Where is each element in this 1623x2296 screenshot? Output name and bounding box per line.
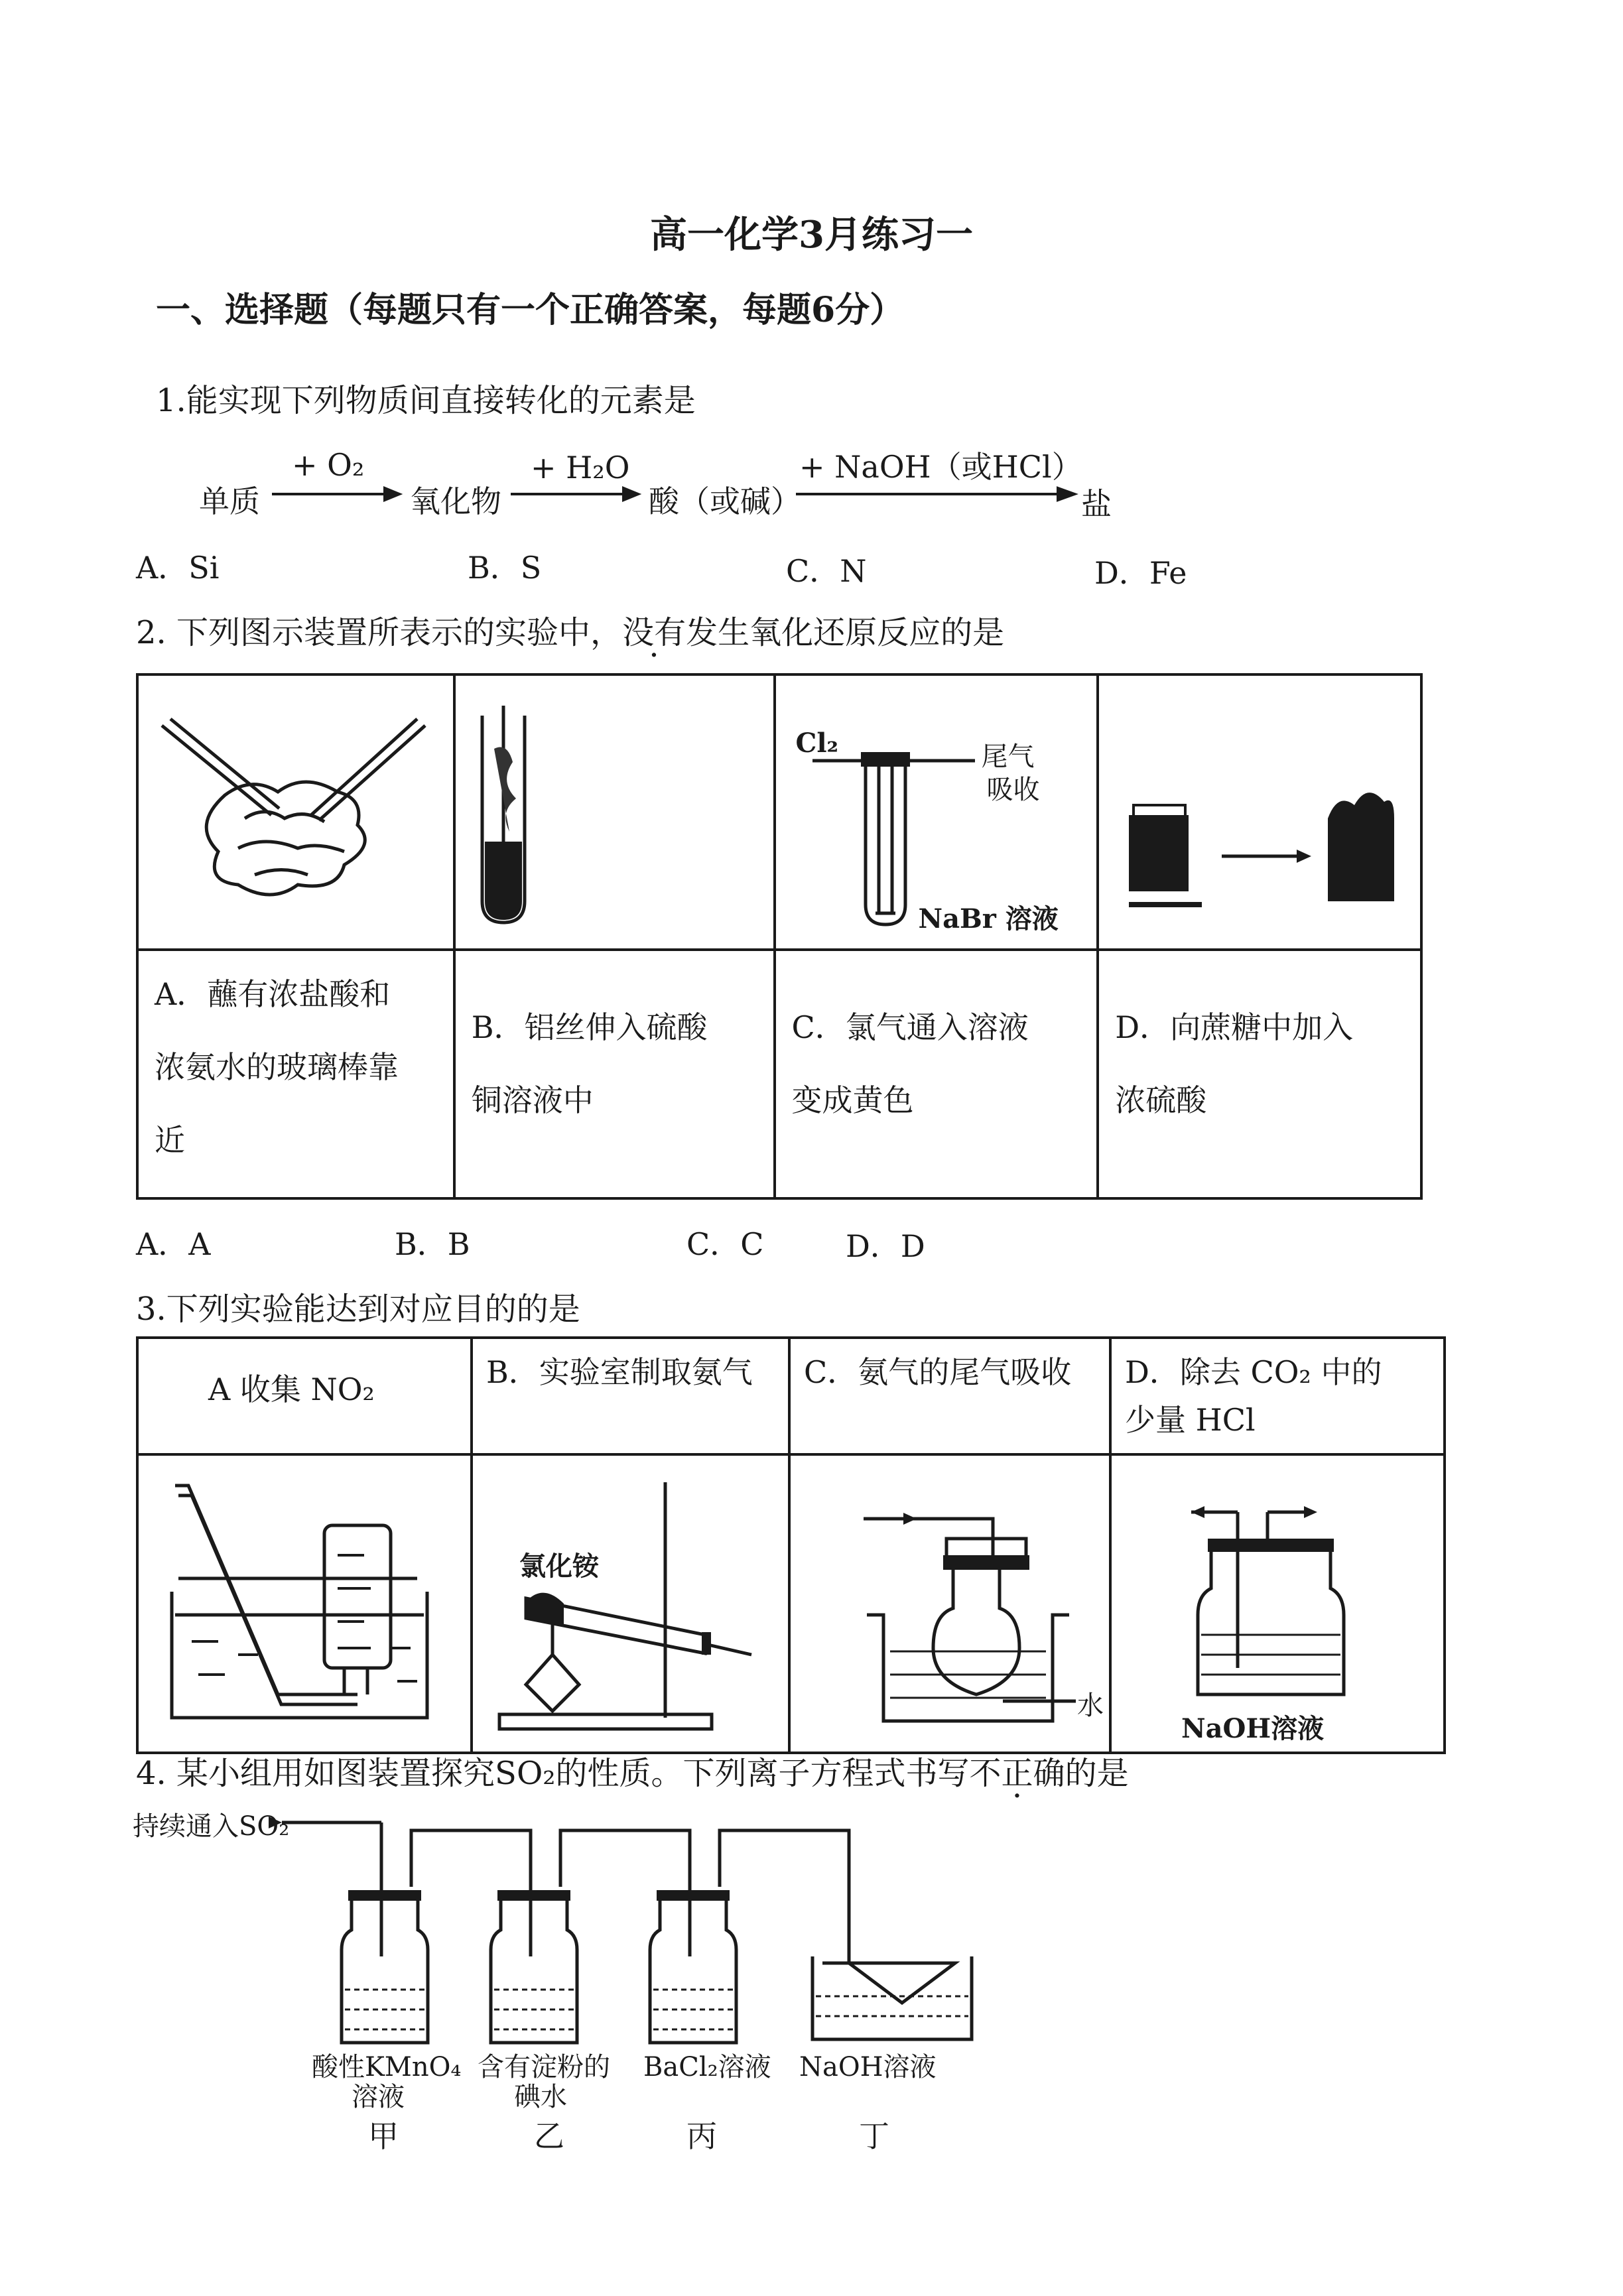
ammonia-absorption-beaker-icon (791, 1456, 1106, 1751)
chain-reagent-1: + O₂ (292, 447, 365, 483)
q4-emphasis: 不正确 (969, 1755, 1065, 1792)
tag-ding: 丁 (859, 2118, 889, 2154)
chain-reagent-3: + NaOH（或HCl） (799, 449, 1082, 485)
q1-conversion-chain (199, 447, 1128, 524)
bottle-bing-label: BaCl₂溶液 (643, 2052, 771, 2082)
bottle-yi-label-1: 含有淀粉的 (478, 2052, 610, 2082)
q2-option-b[interactable]: B．B (395, 1226, 470, 1262)
q3-figure-a (137, 1454, 472, 1753)
q3-header-c: C．氨气的尾气吸收 (789, 1338, 1110, 1454)
nh4cl-label: 氯化铵 (519, 1551, 599, 1582)
q3-figure-c (789, 1454, 1110, 1753)
water-label: 水 (1077, 1690, 1104, 1721)
glass-rods-fumes-icon (139, 676, 450, 944)
q2-cell-c: C．氯气通入溶液 变成黄色 (775, 950, 1098, 1198)
q3-figure-b (472, 1454, 789, 1753)
q3-figure-d (1110, 1454, 1445, 1753)
sucrose-beaker-icon (1099, 676, 1417, 944)
q3-stem: 3.下列实验能达到对应目的的是 (136, 1291, 580, 1328)
gas-washing-bottle-icon (1112, 1456, 1440, 1751)
bottle-yi-label-2: 碘水 (514, 2082, 567, 2112)
tag-jia: 甲 (368, 2118, 399, 2154)
tail-gas-label-2: 吸收 (986, 775, 1040, 805)
q2-cell-a: A．蘸有浓盐酸和 浓氨水的玻璃棒靠 近 (137, 950, 454, 1198)
q2-cell-b: B．铝丝伸入硫酸 铜溶液中 (454, 950, 775, 1198)
tail-gas-label-1: 尾气 (981, 741, 1035, 772)
naoh-solution-label: NaOH溶液 (1181, 1713, 1325, 1744)
q1-option-b[interactable]: B．S (468, 550, 542, 586)
tag-bing: 丙 (686, 2118, 717, 2154)
chain-substance-2: 氧化物 (410, 483, 501, 519)
q4-stem: 4. 某小组用如图装置探究SO₂的性质。下列离子方程式书写不正确的是 (136, 1755, 1129, 1792)
q2-stem: 2. 下列图示装置所表示的实验中，没有发生氧化还原反应的是 (136, 614, 1005, 651)
so2-inlet-label: 持续通入SO₂ (133, 1811, 290, 1842)
q3-header-a: A 收集 NO₂ (137, 1338, 472, 1454)
cl2-label: Cl₂ (795, 728, 839, 759)
q2-figure-b (454, 674, 775, 950)
q4-apparatus (133, 1804, 1028, 2122)
q2-cell-d: D．向蔗糖中加入 浓硫酸 (1098, 950, 1421, 1198)
chain-reagent-2: + H₂O (531, 450, 630, 485)
q3-figure-table (136, 1336, 1446, 1754)
water-trough-collection-icon (139, 1456, 467, 1751)
nabr-solution-label: NaBr 溶液 (918, 903, 1059, 934)
q2-figure-a (137, 674, 454, 950)
q2-option-d[interactable]: D．D (846, 1228, 925, 1264)
section-heading: 一、选择题（每题只有一个正确答案，每题6分） (156, 290, 905, 330)
chain-substance-3: 酸（或碱） (649, 483, 801, 519)
q2-figure-d (1098, 674, 1421, 950)
q1-option-a[interactable]: A．Si (136, 550, 220, 586)
page-title: 高一化学3月练习一 (650, 213, 973, 257)
test-tube-wire-icon (456, 676, 771, 944)
chain-substance-4: 盐 (1081, 486, 1112, 522)
q1-option-c[interactable]: C．N (786, 553, 867, 589)
q1-stem: 1.能实现下列物质间直接转化的元素是 (156, 382, 696, 419)
q2-option-c[interactable]: C．C (686, 1226, 764, 1262)
q3-header-b: B．实验室制取氨气 (472, 1338, 789, 1454)
tag-yi: 乙 (534, 2118, 564, 2154)
chain-substance-1: 单质 (199, 483, 260, 519)
ammonia-heating-setup-icon (473, 1456, 785, 1751)
q2-option-a[interactable]: A．A (136, 1226, 211, 1262)
q2-figure-c (775, 674, 1098, 950)
q2-figure-table (136, 673, 1423, 1200)
bottle-jia-label-1: 酸性KMnO₄ (312, 2052, 462, 2082)
bottle-jia-label-2: 溶液 (352, 2082, 405, 2112)
q2-emphasis: 没有 (622, 614, 686, 651)
q1-option-d[interactable]: D．Fe (1094, 555, 1187, 591)
q3-header-d: D．除去 CO₂ 中的 少量 HCl (1110, 1338, 1445, 1454)
beaker-ding-label: NaOH溶液 (799, 2052, 937, 2082)
